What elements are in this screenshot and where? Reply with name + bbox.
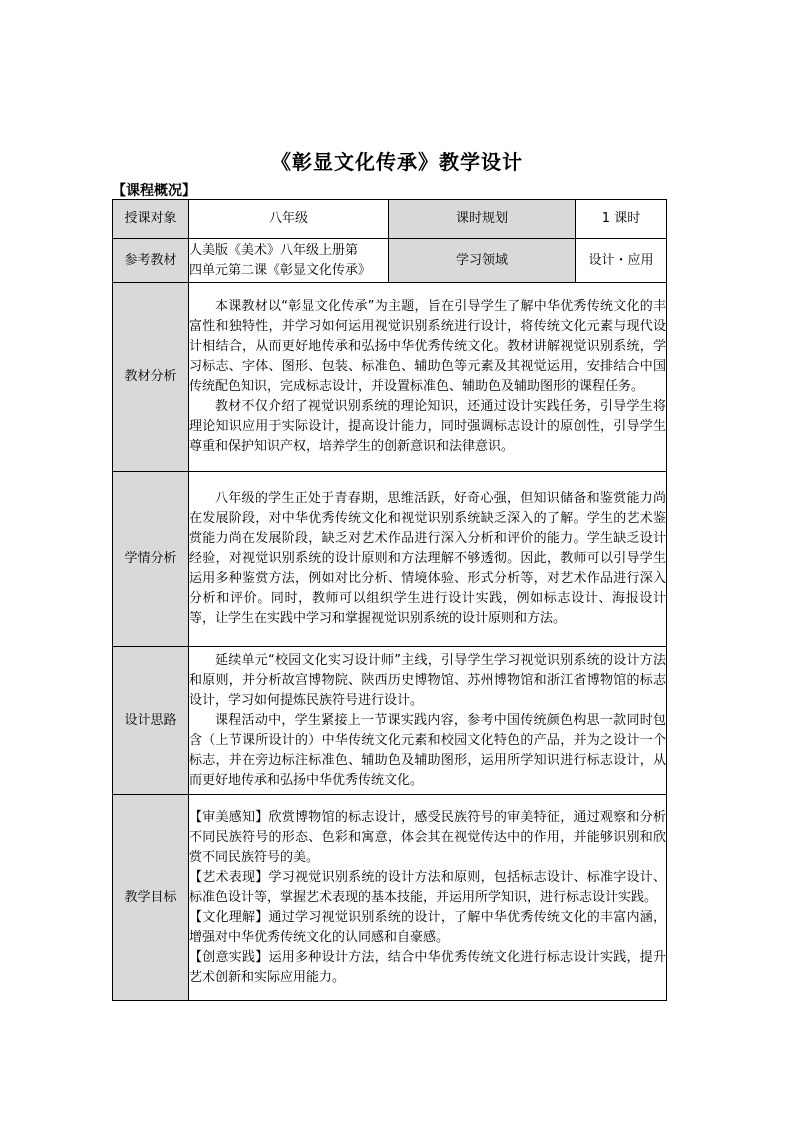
textbook-line-1: 人美版《美术》八年级上册第 [189, 242, 359, 258]
goal-artistic-expression: 【艺术表现】学习视觉识别系统的设计方法和原则，包括标志设计、标准字设计、标准色设计等，掌握艺术表现的基本技能，并运用所学知识，进行标志设计实践。 [189, 869, 666, 905]
table-row-design-ideas [113, 647, 667, 795]
label-teaching-goals: 教学目标 [113, 795, 189, 1001]
value-schedule: 1 课时 [576, 200, 667, 239]
content-teaching-goals [189, 795, 667, 1001]
goal-aesthetic-perception: 【审美感知】欣赏博物馆的标志设计，感受民族符号的审美特征，通过观察和分析不同民族符号的形态、色彩和寓意，体会其在视觉传达中的作用，并能够识别和欣赏不同民族符号的美。 [189, 809, 666, 865]
design-ideas-paragraph-2: 课程活动中，学生紧接上一节课实践内容，参考中国传统颜色构思一款同时包含（上节课所设计的）中华传统文化元素和校园文化特色的产品，并为之设计一个标志，并在旁边标注标准色、辅助色及辅助图形，运用所学知识进行标志设计，从而更好地传承和弘扬中华优秀传统文化。 [189, 712, 666, 788]
course-overview-table [112, 199, 667, 1001]
table-row-textbook-analysis [113, 283, 667, 472]
student-analysis-paragraph: 八年级的学生正处于青春期，思维活跃，好奇心强，但知识储备和鉴赏能力尚在发展阶段，对中华优秀传统文化和视觉识别系统缺乏深入的了解。学生的艺术鉴赏能力尚在发展阶段，缺乏对艺术作品进行深入分析和评价的能力。学生缺乏设计经验，对视觉识别系统的设计原则和方法理解不够透彻。因此，教师可以引导学生运用多种鉴赏方法，例如对比分析、情境体验、形式分析等，对艺术作品进行深入分析和评价。同时，教师可以组织学生进行设计实践，例如标志设计、海报设计等，让学生在实践中学习和掌握视觉识别系统的设计原则和方法。 [189, 491, 666, 626]
goal-creative-practice: 【创意实践】运用多种设计方法，结合中华优秀传统文化进行标志设计实践，提升艺术创新和实际应用能力。 [189, 949, 666, 985]
value-textbook [189, 239, 389, 283]
document-title: 《彰显文化传承》教学设计 [271, 150, 523, 174]
label-schedule: 课时规划 [389, 200, 576, 239]
label-textbook: 参考教材 [113, 239, 189, 283]
label-textbook-analysis: 教材分析 [113, 283, 189, 472]
label-design-ideas: 设计思路 [113, 647, 189, 795]
label-student-analysis: 学情分析 [113, 472, 189, 647]
table-row-textbook [113, 239, 667, 283]
content-textbook-analysis [189, 283, 667, 472]
table-row-audience [113, 200, 667, 239]
table-row-student-analysis [113, 472, 667, 647]
section-label-course-overview: 【课程概况】 [112, 183, 196, 199]
value-audience: 八年级 [189, 200, 389, 239]
label-field: 学习领域 [389, 239, 576, 283]
design-ideas-paragraph-1: 延续单元“校园文化实习设计师”主线，引导学生学习视觉识别系统的设计方法和原则，并分析故宫博物院、陕西历史博物馆、苏州博物馆和浙江省博物馆的标志设计，学习如何提炼民族符号进行设计。 [189, 652, 666, 708]
textbook-line-2: 四单元第二课《彰显文化传承》 [189, 262, 372, 278]
content-design-ideas [189, 647, 667, 795]
label-audience: 授课对象 [113, 200, 189, 239]
goal-cultural-understanding: 【文化理解】通过学习视觉识别系统的设计，了解中华优秀传统文化的丰富内涵，增强对中华优秀传统文化的认同感和自豪感。 [189, 909, 666, 945]
textbook-analysis-paragraph-1: 本课教材以“彰显文化传承”为主题，旨在引导学生了解中华优秀传统文化的丰富性和独特性，并学习如何运用视觉识别系统进行设计，将传统文化元素与现代设计相结合，从而更好地传承和弘扬中华优秀传统文化。教材讲解视觉识别系统，学习标志、字体、图形、包装、标准色、辅助色等元素及其视觉运用，安排结合中国传统配色知识，完成标志设计，并设置标准色、辅助色及辅助图形的课程任务。 [189, 299, 666, 394]
table-row-teaching-goals [113, 795, 667, 1001]
textbook-analysis-paragraph-2: 教材不仅介绍了视觉识别系统的理论知识，还通过设计实践任务，引导学生将理论知识应用于实际设计，提高设计能力，同时强调标志设计的原创性，引导学生尊重和保护知识产权，培养学生的创新意识和法律意识。 [189, 399, 666, 454]
value-field: 设计・应用 [576, 239, 667, 283]
content-student-analysis [189, 472, 667, 647]
